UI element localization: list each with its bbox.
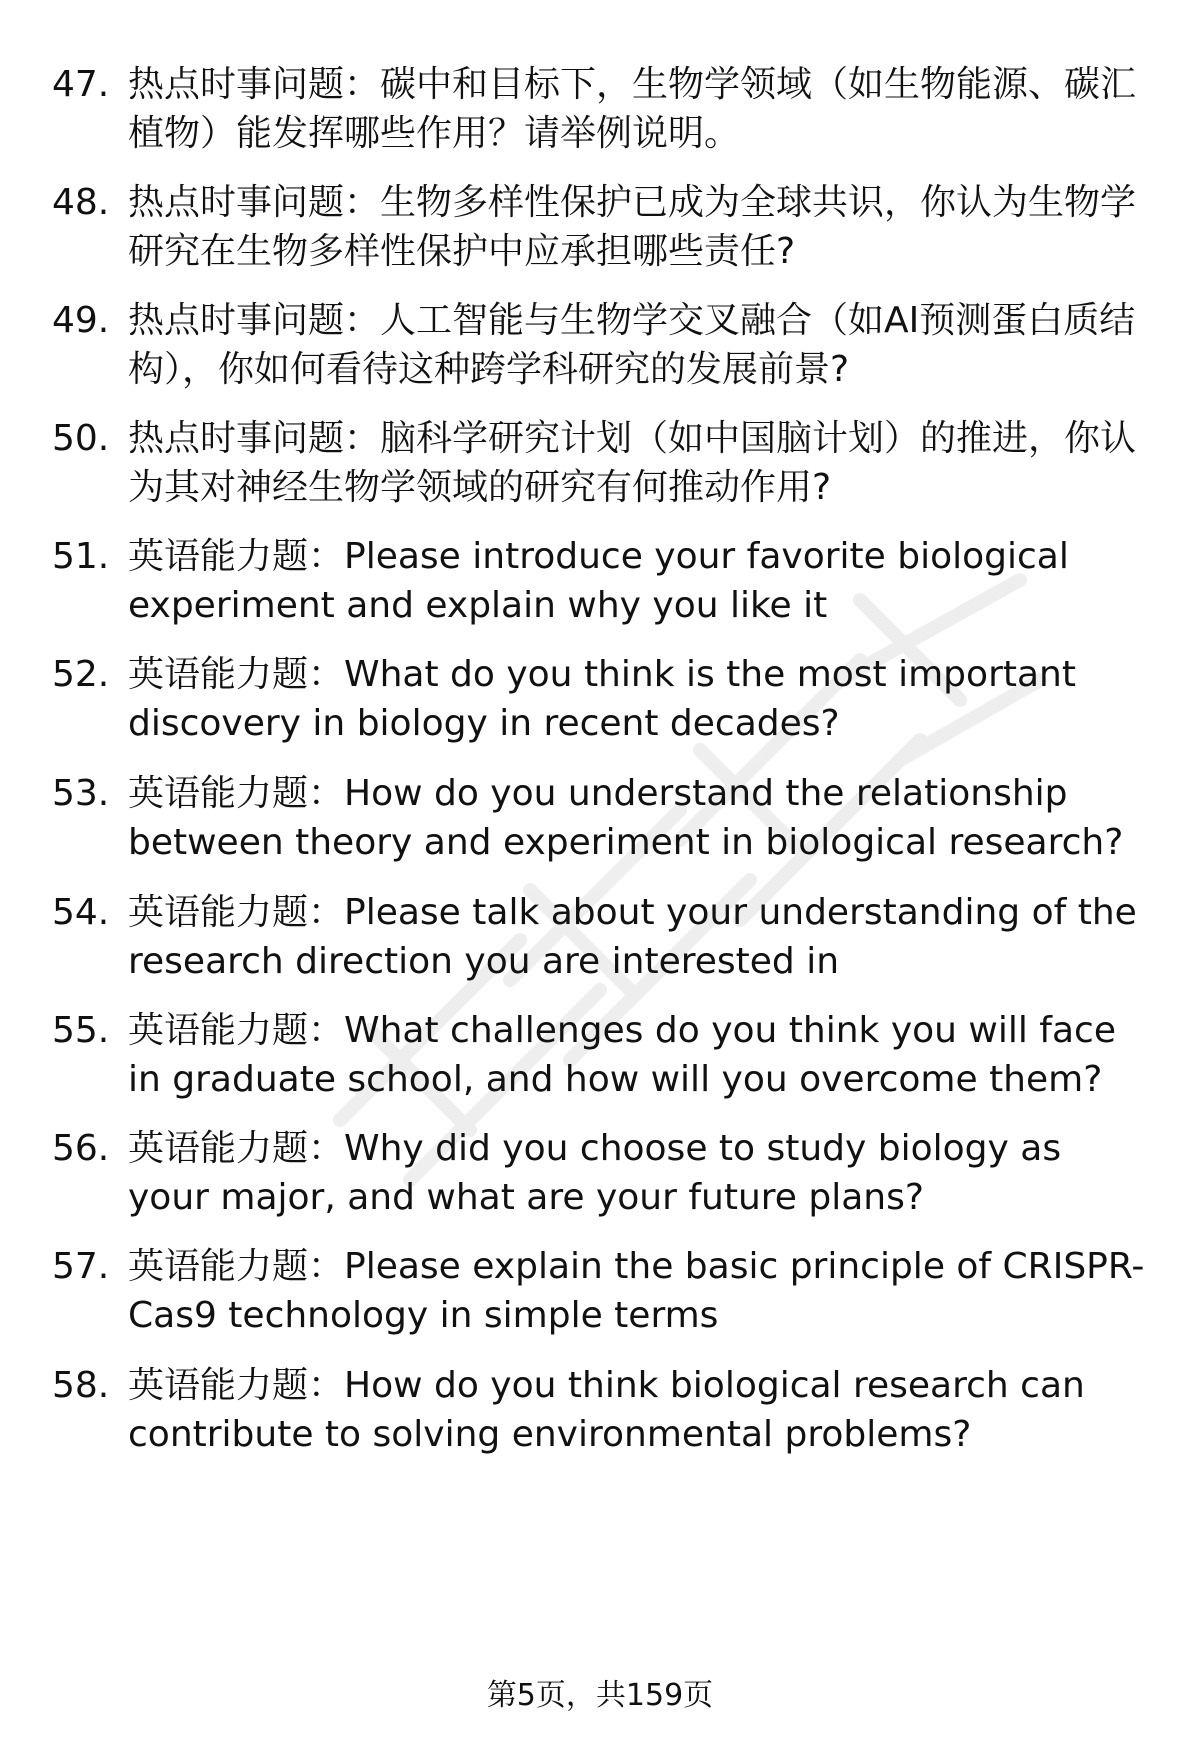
question-number: 58. xyxy=(52,1365,110,1406)
question-number: 57. xyxy=(52,1246,110,1287)
question-number: 50. xyxy=(52,418,110,459)
question-text: 热点时事问题：脑科学研究计划（如中国脑计划）的推进，你认为其对神经生物学领域的研究有何推动作用? xyxy=(128,418,1137,508)
question-number: 54. xyxy=(52,892,110,933)
question-text: 热点时事问题：生物多样性保护已成为全球共识，你认为生物学研究在生物多样性保护中应承担哪些责任? xyxy=(128,182,1137,272)
page-footer: 第5页，共159页 xyxy=(486,1678,714,1713)
question-number: 52. xyxy=(52,654,110,695)
question-text: 英语能力题：Why did you choose to study biology as your major, and what are your future plans? xyxy=(128,1128,1062,1218)
question-item xyxy=(0,1361,1200,1473)
question-item xyxy=(0,1124,1200,1236)
question-item xyxy=(0,532,1200,644)
question-number: 47. xyxy=(52,64,110,105)
question-text: 英语能力题：Please explain the basic principle of CRISPR-Cas9 technology in simple terms xyxy=(128,1246,1145,1336)
question-item xyxy=(0,414,1200,526)
question-number: 48. xyxy=(52,182,110,223)
question-text: 热点时事问题：人工智能与生物学交叉融合（如AI预测蛋白质结构），你如何看待这种跨学科研究的发展前景? xyxy=(128,300,1136,390)
question-item xyxy=(0,178,1200,290)
question-text: 英语能力题：How do you think biological research can contribute to solving environmental problems? xyxy=(128,1365,1085,1455)
question-item xyxy=(0,1242,1200,1354)
question-text: 英语能力题：What challenges do you think you will face in graduate school, and how will you overcome them? xyxy=(128,1010,1116,1100)
question-item xyxy=(0,888,1200,1000)
question-number: 49. xyxy=(52,300,110,341)
question-text: 英语能力题：What do you think is the most important discovery in biology in recent decades? xyxy=(128,654,1076,744)
question-item xyxy=(0,650,1200,762)
question-text: 英语能力题：Please introduce your favorite biological experiment and explain why you like it xyxy=(128,536,1069,626)
question-item xyxy=(0,1006,1200,1118)
question-number: 51. xyxy=(52,536,110,577)
question-item xyxy=(0,60,1200,172)
question-text: 英语能力题：Please talk about your understanding of the research direction you are interested in xyxy=(128,892,1137,982)
question-number: 56. xyxy=(52,1128,110,1169)
question-item xyxy=(0,769,1200,881)
question-number: 55. xyxy=(52,1010,110,1051)
question-item xyxy=(0,296,1200,408)
question-number: 53. xyxy=(52,773,110,814)
question-text: 英语能力题：How do you understand the relationship between theory and experiment in biological research? xyxy=(128,773,1124,863)
question-text: 热点时事问题：碳中和目标下，生物学领域（如生物能源、碳汇植物）能发挥哪些作用？请举例说明。 xyxy=(128,64,1137,154)
